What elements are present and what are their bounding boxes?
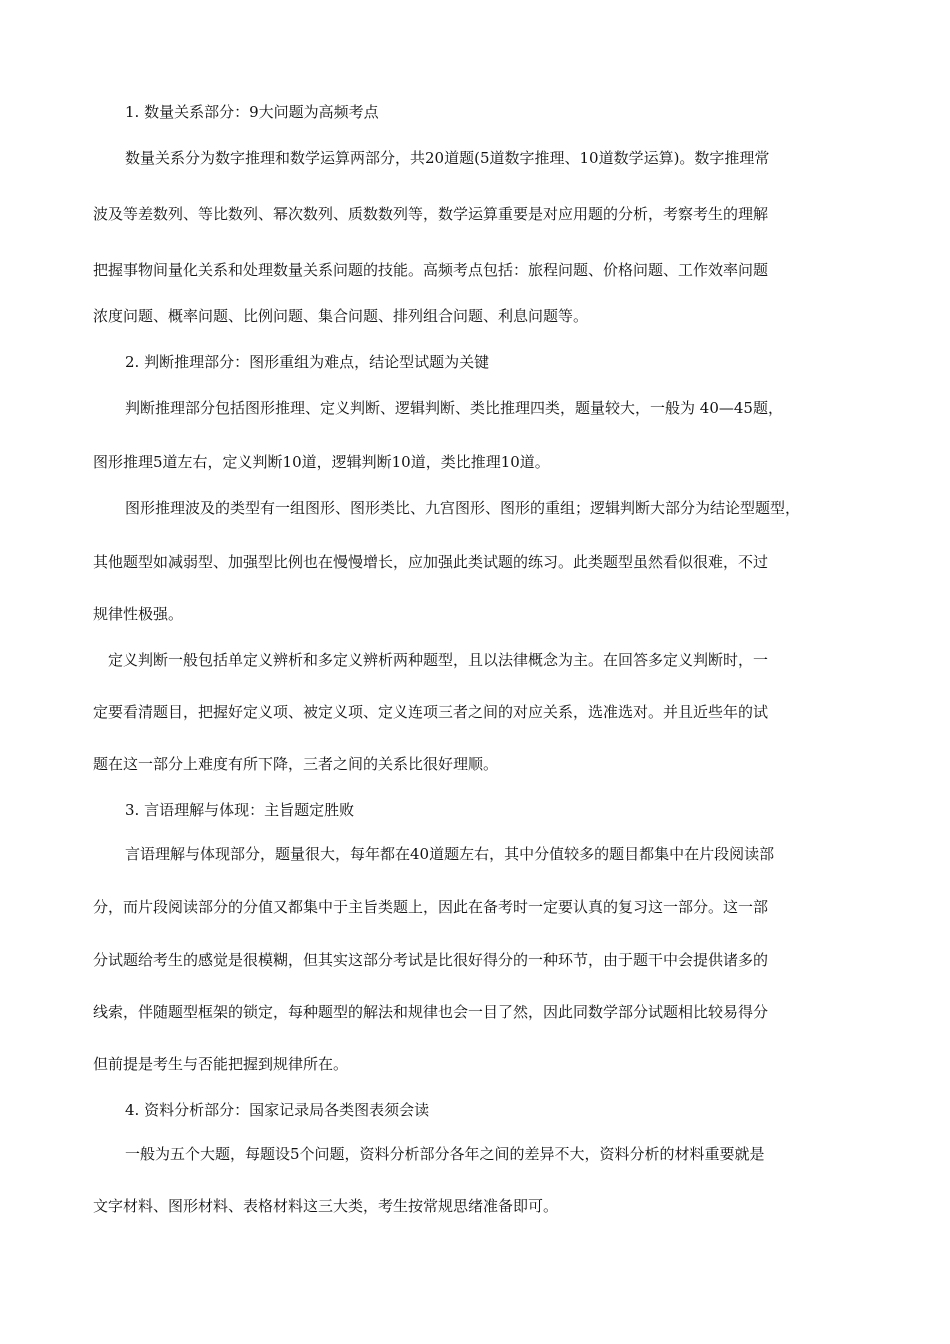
section-3-heading: 3. 言语理解与体现：主旨题定胜败	[125, 801, 355, 819]
section-4-para-1-line-2: 文字材料、图形材料、表格材料这三大类，考生按常规思绪准备即可。	[93, 1197, 559, 1215]
section-4-para-1-line-1: 一般为五个大题，每题设5个问题，资料分析部分各年之间的差异不大，资料分析的材料重要就是	[125, 1145, 765, 1163]
section-3-para-1-line-3: 分试题给考生的感觉是很模糊，但其实这部分考试是比很好得分的一种环节，由于题干中会提供诸多的	[93, 951, 769, 969]
section-1-para-1-line-4: 浓度问题、概率问题、比例问题、集合问题、排列组合问题、利息问题等。	[93, 307, 589, 325]
section-1-para-1-line-1: 数量关系分为数字推理和数学运算两部分，共20道题(5道数字推理、10道数学运算)。数字推理常	[125, 149, 770, 167]
section-2-para-3-line-2: 定要看清题目，把握好定义项、被定义项、定义连项三者之间的对应关系，选准选对。并且近些年的试	[93, 703, 769, 721]
section-2-para-3-line-1: 定义判断一般包括单定义辨析和多定义辨析两种题型，且以法律概念为主。在回答多定义判断时，一	[108, 651, 769, 669]
section-2-para-2-line-2: 其他题型如减弱型、加强型比例也在慢慢增长，应加强此类试题的练习。此类题型虽然看似很难，不过	[93, 553, 769, 571]
section-3-para-1-line-5: 但前提是考生与否能把握到规律所在。	[93, 1055, 349, 1073]
section-2-para-1-line-2: 图形推理5道左右，定义判断10道，逻辑判断10道，类比推理10道。	[93, 453, 550, 471]
section-4-heading: 4. 资料分析部分：国家记录局各类图表须会读	[125, 1101, 430, 1119]
section-2-heading: 2. 判断推理部分：图形重组为难点，结论型试题为关键	[125, 353, 490, 371]
section-2-para-1-line-1: 判断推理部分包括图形推理、定义判断、逻辑判断、类比推理四类，题量较大，一般为 40—45题，	[125, 399, 783, 417]
section-1-para-1-line-3: 把握事物间量化关系和处理数量关系问题的技能。高频考点包括：旅程问题、价格问题、工作效率问题	[93, 261, 769, 279]
section-1-para-1-line-2: 波及等差数列、等比数列、幂次数列、质数数列等，数学运算重要是对应用题的分析，考察考生的理解	[93, 205, 769, 223]
section-2-para-2-line-1: 图形推理波及的类型有一组图形、图形类比、九宫图形、图形的重组；逻辑判断大部分为结论型题型，	[125, 499, 801, 517]
section-2-para-3-line-3: 题在这一部分上难度有所下降，三者之间的关系比很好理顺。	[93, 755, 499, 773]
section-3-para-1-line-4: 线索，伴随题型框架的锁定，每种题型的解法和规律也会一目了然，因此同数学部分试题相比较易得分	[93, 1003, 769, 1021]
section-1-heading: 1. 数量关系部分：9大问题为高频考点	[125, 103, 379, 121]
section-2-para-2-line-3: 规律性极强。	[93, 605, 184, 623]
section-3-para-1-line-1: 言语理解与体现部分，题量很大，每年都在40道题左右，其中分值较多的题目都集中在片段阅读部	[125, 845, 775, 863]
section-3-para-1-line-2: 分，而片段阅读部分的分值又都集中于主旨类题上，因此在备考时一定要认真的复习这一部分。这一部	[93, 898, 769, 916]
